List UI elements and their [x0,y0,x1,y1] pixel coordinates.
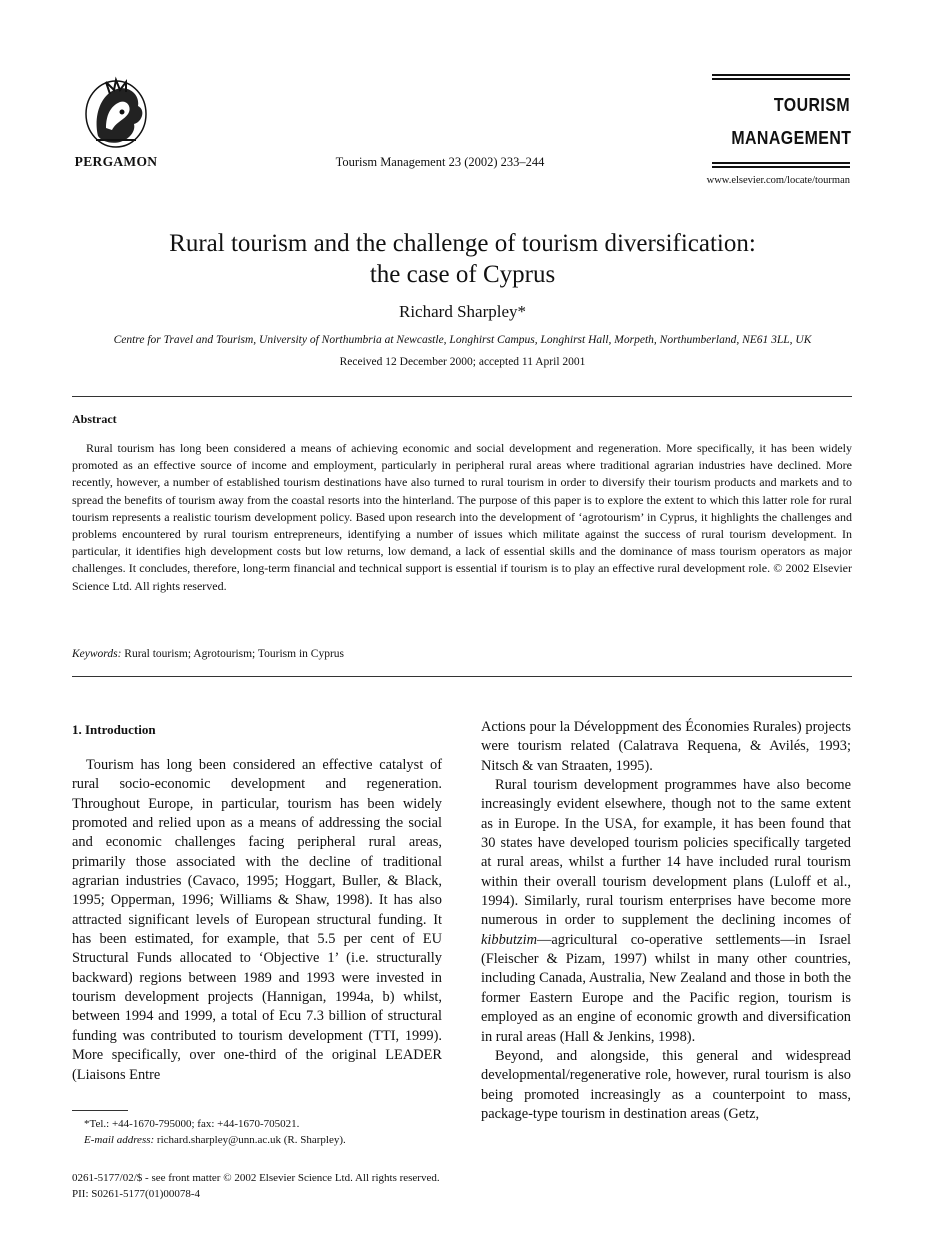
keywords-label: Keywords: [72,648,122,660]
article-title [60,228,865,290]
text-run: Rural tourism development programmes have also become increasingly evident elsewhere, though not to the same extent as in Europe. In the USA, for example, it has been found that 30 states have developed tourism policies specifically targeted at rural areas, whilst a further 14 have included rural tourism within their overall tourism development plans (Luloff et al., 1994). Similarly, rural tourism enterprises have become more numerous in order to supplement the declining incomes of [481,777,851,929]
body-column-left [72,756,442,1085]
footnote-contact: *Tel.: +44-1670-795000; fax: +44-1670-705021. [84,1118,300,1130]
pii-line: PII: S0261-5177(01)00078-4 [72,1188,201,1200]
abstract-text: Rural tourism has long been considered a means of achieving economic and social development and regeneration. More specifically, it has been widely promoted as an effective source of income and employment, particularly in peripheral rural areas where traditional agrarian industries have declined. More recently, however, a number of established tourism destinations have also turned to rural tourism in order to diversify their tourism products and markets and to spread the benefits of tourism away from the coastal resorts into the hinterland. The purpose of this paper is to explore the extent to which this latter role for rural tourism represents a realistic tourism development policy. Based upon research into the development of ‘agrotourism’ in Cyprus, it highlights the challenges and problems encountered by rural tourism entrepreneurs, identifying a number of issues which militate against the success of rural tourism development. In particular, it identifies high development costs but low returns, low demand, a lack of essential skills and the dominance of mass tourism operators as major challenges. It concludes, therefore, long-term financial and technical support is essential if tourism is to play an effective rural development role. © 2002 Elsevier Science Ltd. All rights reserved. [72,441,852,593]
journal-masthead [706,74,852,189]
body-paragraph: Actions pour la Développment des Économies Rurales) projects were tourism related (Calatrava Requena, & Avilés, 1993; Nitsch & van Straaten, 1995). [481,719,851,774]
keywords [72,648,852,660]
masthead-rule [712,166,850,168]
body-paragraph [481,776,851,1047]
body-column-right [481,718,851,1124]
author-name: Richard Sharpley* [399,302,526,321]
body-paragraph: Tourism has long been considered an effective catalyst of rural socio-economic development and regeneration. Throughout Europe, in particular, tourism has been widely promoted and relied upon as a means of addressing the social and economic challenges facing peripheral rural areas, primarily those associated with the decline of traditional agrarian industries (Cavaco, 1995; Hoggart, Buller, & Black, 1995; Opperman, 1996; Williams & Shaw, 1998). It has also attracted significant levels of European structural funding. It has been estimated, for example, that 5.5 per cent of EU Structural Funds allocated to ‘Objective 1’ (i.e. structurally backward) regions between 1989 and 1993 were invested in tourism development projects (Hannigan, 1994a, b) whilst, between 1994 and 1999, a total of Ecu 7.3 billion of structural funding was contributed to tourism development (TTI, 1999). More specifically, over one-third of the original LEADER (Liaisons Entre [72,757,442,1083]
issn-line: 0261-5177/02/$ - see front matter © 2002 Elsevier Science Ltd. All rights reserved. [72,1172,440,1184]
masthead-rule [712,162,850,164]
author-affiliation: Centre for Travel and Tourism, University of Northumbria at Newcastle, Longhirst Campus, Longhirst Hall, Morpeth, Northumberland, NE61 3LL, UK [113,334,812,346]
journal-title-line2: MANAGEMENT [731,127,852,148]
email-address: richard.sharpley@unn.ac.uk (R. Sharpley). [156,1134,346,1146]
article-title-line2: the case of Cyprus [369,261,556,288]
divider [72,676,852,677]
article-title-line1: Rural tourism and the challenge of tourism diversification: [169,230,756,257]
journal-url: www.elsevier.com/locate/tourman [706,175,850,186]
email-label: E-mail address: [84,1134,155,1146]
footnote-email [72,1132,442,1148]
journal-citation: Tourism Management 23 (2002) 233–244 [335,155,545,169]
received-dates: Received 12 December 2000; accepted 11 April 2001 [339,356,586,368]
emphasis-text: kibbutzim [481,931,537,948]
keywords-list: Rural tourism; Agrotourism; Tourism in Cyprus [124,648,345,660]
pergamon-emblem-icon [76,76,156,150]
footnote-rule [72,1110,128,1111]
publisher-name: PERGAMON [74,154,158,169]
section-heading: 1. Introduction [72,722,156,737]
publisher-logo [66,76,166,172]
divider [72,396,852,397]
text-run: —agricultural co-operative settlements—in Israel (Fleischer & Pizam, 1997) whilst in many other countries, including Canada, Australia, New Zealand and those in both the former Eastern Europe and the Pacific region, tourism is employed as an engine of economic growth and diversification in rural areas (Hall & Jenkins, 1998). [481,931,851,1045]
masthead-rule [712,78,850,80]
page-footer [72,1170,672,1202]
masthead-rule [712,74,850,76]
footnote [72,1116,442,1148]
body-paragraph: Beyond, and alongside, this general and widespread developmental/regenerative role, however, rural tourism is also being promoted increasingly as a counterpoint to mass, package-type tourism in destination areas (Getz, [481,1047,851,1122]
abstract-heading: Abstract [72,412,117,426]
journal-title-line1: TOURISM [773,94,850,115]
